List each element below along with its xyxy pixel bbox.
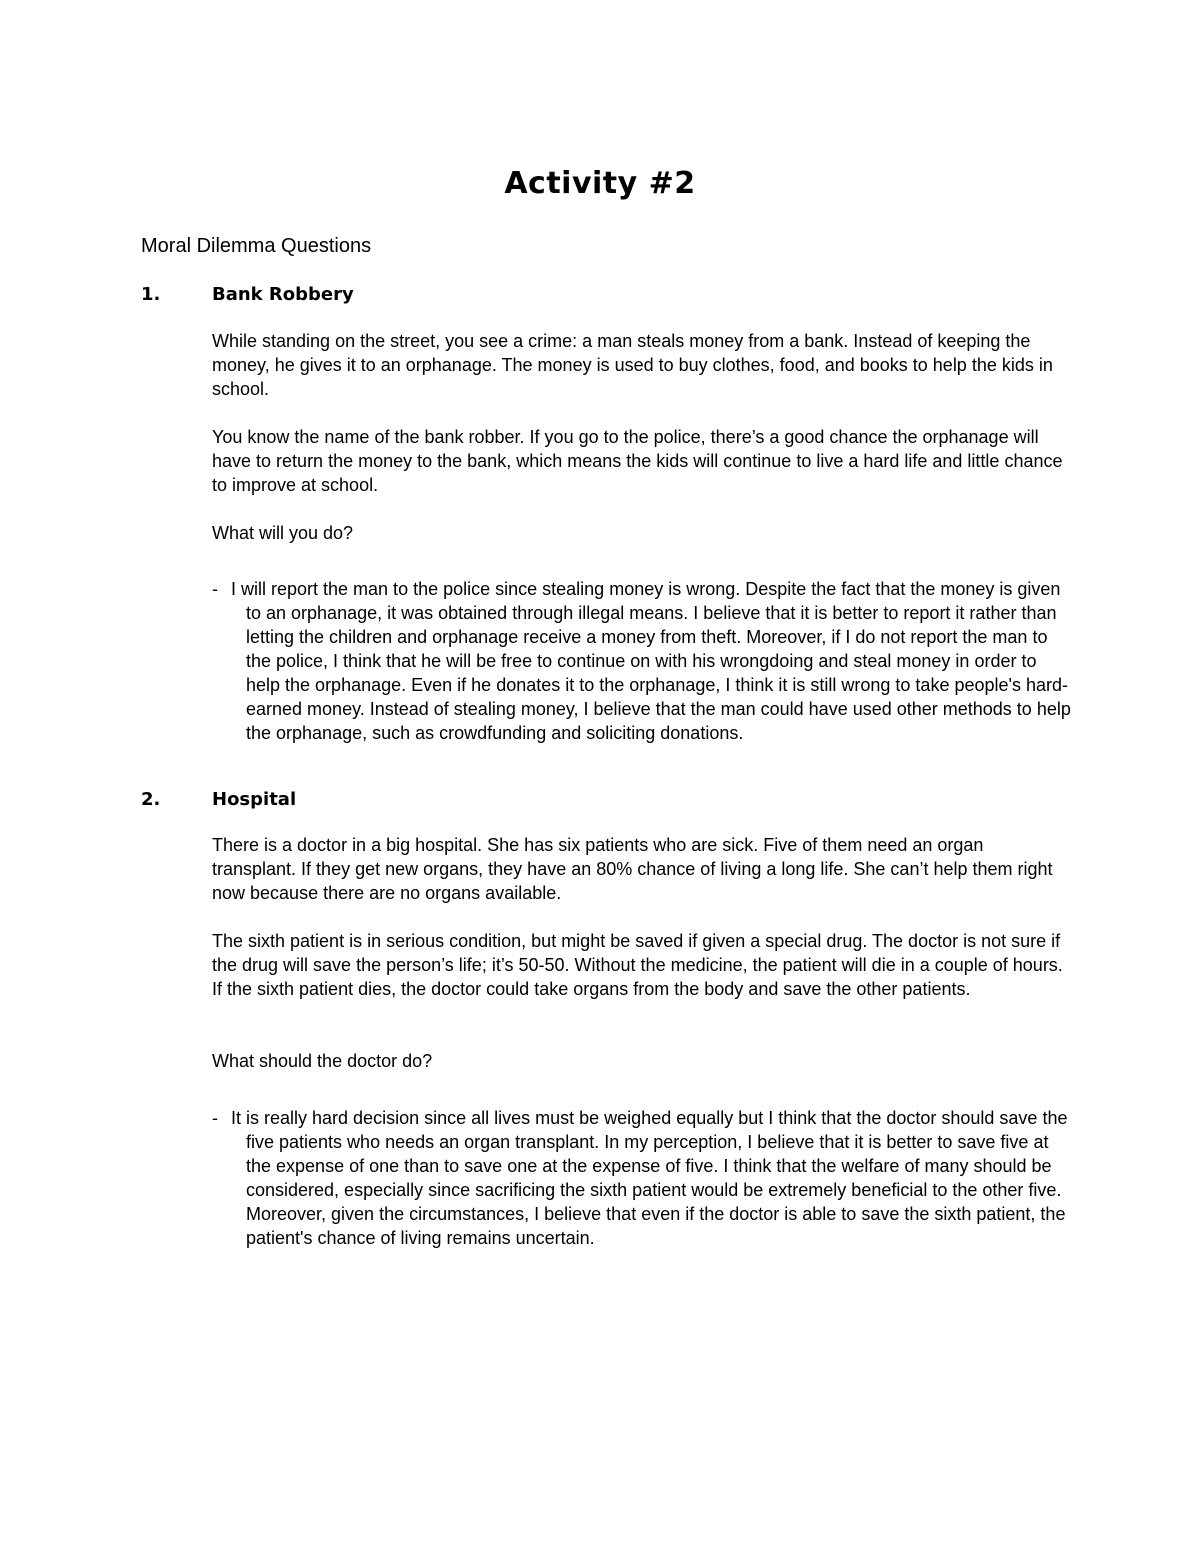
answer-dash: - — [212, 579, 218, 599]
section-2-number: 2. — [141, 789, 161, 810]
section-2-question: What should the doctor do? — [212, 1051, 433, 1071]
page-subtitle: Moral Dilemma Questions — [141, 235, 372, 257]
section-2-answer-text: It is really hard decision since all lives must be weighed equally but I think that the doctor should save the five patients who needs an organ transplant. In my perception, I believe that it is better to save five at the expense of one than to save one at the expense of five. I think that the welfare of many should be considered, especially since sacrificing the sixth patient would be extremely beneficial to the other five. Moreover, given the circumstances, I believe that even if the doctor is able to save the sixth patient, the patient's chance of living remains uncertain. — [231, 1108, 1068, 1248]
section-1-question: What will you do? — [212, 523, 354, 543]
section-1-heading: Bank Robbery — [212, 284, 354, 305]
section-1-answer-text: I will report the man to the police since stealing money is wrong. Despite the fact that the money is given to an orphanage, it was obtained through illegal means. I believe that it is better to report it rather than letting the children and orphanage receive a money from theft. Moreover, if I do not report the man to the police, I think that he will be free to continue on with his wrongdoing and steal money in order to help the orphanage. Even if he donates it to the orphanage, I think it is still wrong to take people's hard-earned money. Instead of stealing money, I believe that the man could have used other methods to help the orphanage, such as crowdfunding and soliciting donations. — [231, 579, 1071, 743]
section-2-paragraph-2: The sixth patient is in serious condition, but might be saved if given a special drug. The doctor is not sure if the drug will save the person’s life; it’s 50-50. Without the medicine, the patient will die in a couple of hours. If the sixth patient dies, the doctor could take organs from the body and save the other patients. — [212, 931, 1063, 999]
section-2-heading: Hospital — [212, 789, 297, 810]
section-1-answer — [212, 577, 1072, 745]
section-2-paragraph-1: There is a doctor in a big hospital. She has six patients who are sick. Five of them need an organ transplant. If they get new organs, they have an 80% chance of living a long life. She can’t help them right now because there are no organs available. — [212, 835, 1053, 903]
section-1-number: 1. — [141, 284, 161, 305]
section-1-paragraph-1: While standing on the street, you see a crime: a man steals money from a bank. Instead of keeping the money, he gives it to an orphanage. The money is used to buy clothes, food, and books to help the kids in school. — [212, 331, 1053, 399]
page-title: Activity #2 — [504, 166, 696, 201]
section-2-answer — [212, 1106, 1072, 1250]
answer-dash: - — [212, 1108, 218, 1128]
section-1-paragraph-2: You know the name of the bank robber. If you go to the police, there’s a good chance the orphanage will have to return the money to the bank, which means the kids will continue to live a hard life and little chance to improve at school. — [212, 427, 1063, 495]
